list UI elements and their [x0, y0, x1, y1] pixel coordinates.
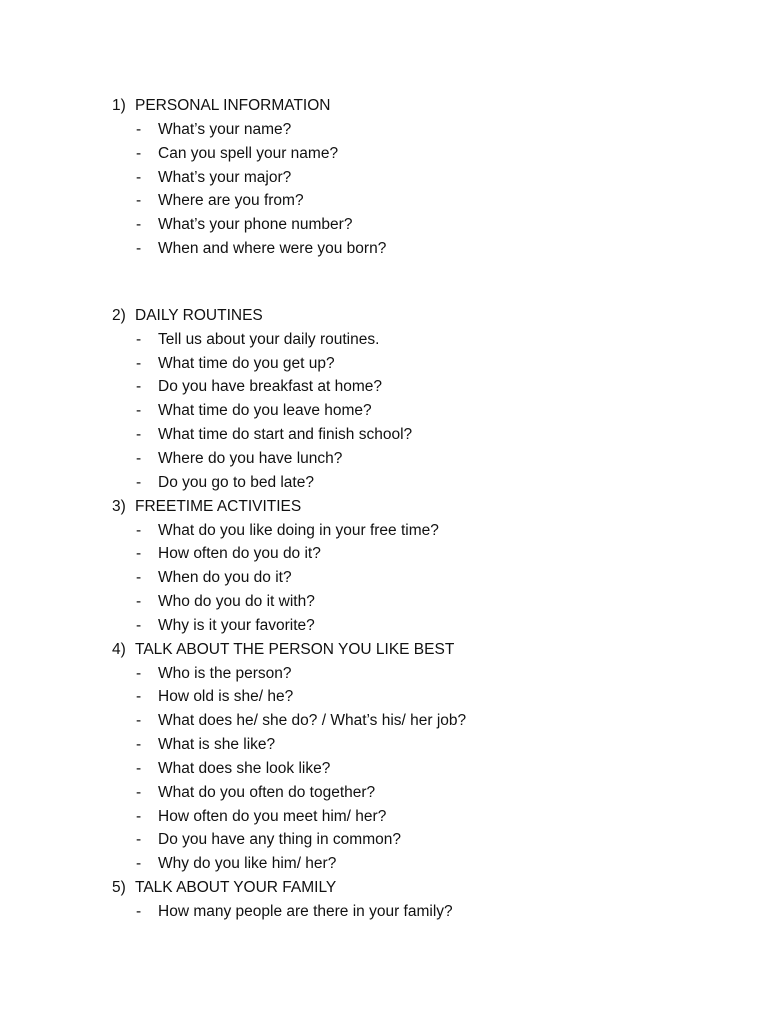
section-heading — [112, 876, 712, 900]
bullet-dash: - — [136, 903, 142, 920]
list-item — [112, 189, 712, 213]
list-item — [112, 328, 712, 352]
section-number: 5) — [112, 879, 126, 897]
bullet-dash: - — [136, 616, 142, 634]
list-item — [112, 757, 712, 781]
list-item — [112, 447, 712, 471]
bullet-dash: - — [136, 240, 142, 258]
section-title: FREETIME ACTIVITIES — [135, 497, 302, 515]
list-item — [112, 900, 712, 924]
question-text: What does she look like? — [158, 759, 331, 777]
list-item — [112, 142, 712, 166]
question-text: How often do you meet him/ her? — [158, 807, 387, 825]
question-text: What do you like doing in your free time? — [158, 521, 439, 539]
question-text: Where are you from? — [158, 192, 304, 210]
bullet-dash: - — [136, 783, 142, 801]
bullet-dash: - — [136, 449, 142, 467]
list-item — [112, 118, 712, 142]
bullet-dash: - — [136, 120, 142, 138]
bullet-dash: - — [136, 688, 142, 706]
list-item — [112, 213, 712, 237]
bullet-dash: - — [136, 855, 142, 873]
bullet-dash: - — [136, 569, 142, 587]
question-list — [112, 94, 712, 924]
question-text: Can you spell your name? — [158, 144, 339, 162]
list-item — [112, 166, 712, 190]
section-number: 2) — [112, 306, 126, 324]
question-text: What do you often do together? — [158, 783, 376, 801]
question-text: Who do you do it with? — [158, 593, 315, 611]
question-text: What’s your name? — [158, 120, 292, 138]
bullet-dash: - — [136, 192, 142, 210]
bullet-dash: - — [136, 402, 142, 420]
question-text: What time do you get up? — [158, 354, 335, 372]
list-item — [112, 781, 712, 805]
question-text: Where do you have lunch? — [158, 449, 343, 467]
question-text: When and where were you born? — [158, 240, 387, 258]
question-text: Why do you like him/ her? — [158, 855, 337, 873]
question-text: Why is it your favorite? — [158, 616, 315, 634]
list-item — [112, 375, 712, 399]
section-number: 4) — [112, 640, 126, 658]
bullet-dash: - — [136, 216, 142, 234]
question-text: How many people are there in your family? — [158, 903, 453, 920]
list-item — [112, 399, 712, 423]
section-spacer — [112, 261, 712, 304]
bullet-dash: - — [136, 736, 142, 754]
question-text: What is she like? — [158, 736, 276, 754]
bullet-dash: - — [136, 807, 142, 825]
section-heading — [112, 94, 712, 118]
bullet-dash: - — [136, 831, 142, 849]
bullet-dash: - — [136, 521, 142, 539]
bullet-dash: - — [136, 759, 142, 777]
question-text: Do you have breakfast at home? — [158, 378, 383, 396]
list-item — [112, 566, 712, 590]
bullet-dash: - — [136, 712, 142, 730]
list-item — [112, 733, 712, 757]
section-heading — [112, 638, 712, 662]
section-number: 3) — [112, 497, 126, 515]
question-text: What time do you leave home? — [158, 402, 372, 420]
list-item — [112, 352, 712, 376]
bullet-dash: - — [136, 168, 142, 186]
bullet-dash: - — [136, 426, 142, 444]
question-text: What’s your major? — [158, 168, 292, 186]
section-heading — [112, 495, 712, 519]
list-item — [112, 471, 712, 495]
question-text: What time do start and finish school? — [158, 426, 413, 444]
question-text: Who is the person? — [158, 664, 292, 682]
question-text: When do you do it? — [158, 569, 292, 587]
bullet-dash: - — [136, 354, 142, 372]
question-text: Do you have any thing in common? — [158, 831, 401, 849]
section-title: TALK ABOUT THE PERSON YOU LIKE BEST — [135, 640, 455, 658]
list-item — [112, 685, 712, 709]
list-item — [112, 662, 712, 686]
list-item — [112, 805, 712, 829]
list-item — [112, 614, 712, 638]
bullet-dash: - — [136, 144, 142, 162]
section-number: 1) — [112, 97, 126, 114]
question-text: How old is she/ he? — [158, 688, 294, 706]
list-item — [112, 590, 712, 614]
question-text: How often do you do it? — [158, 545, 321, 563]
section-title: TALK ABOUT YOUR FAMILY — [135, 879, 337, 897]
section-title: PERSONAL INFORMATION — [135, 97, 331, 114]
bullet-dash: - — [136, 378, 142, 396]
question-text: Do you go to bed late? — [158, 473, 314, 491]
bullet-dash: - — [136, 545, 142, 563]
section-title: DAILY ROUTINES — [135, 306, 263, 324]
list-item — [112, 519, 712, 543]
question-text: Tell us about your daily routines. — [158, 330, 380, 348]
list-item — [112, 542, 712, 566]
question-text: What’s your phone number? — [158, 216, 353, 234]
list-item — [112, 852, 712, 876]
section-heading — [112, 304, 712, 328]
bullet-dash: - — [136, 473, 142, 491]
list-item — [112, 709, 712, 733]
list-item — [112, 828, 712, 852]
bullet-dash: - — [136, 664, 142, 682]
bullet-dash: - — [136, 330, 142, 348]
list-item — [112, 423, 712, 447]
bullet-dash: - — [136, 593, 142, 611]
list-item — [112, 237, 712, 261]
question-text: What does he/ she do? / What’s his/ her job? — [158, 712, 467, 730]
